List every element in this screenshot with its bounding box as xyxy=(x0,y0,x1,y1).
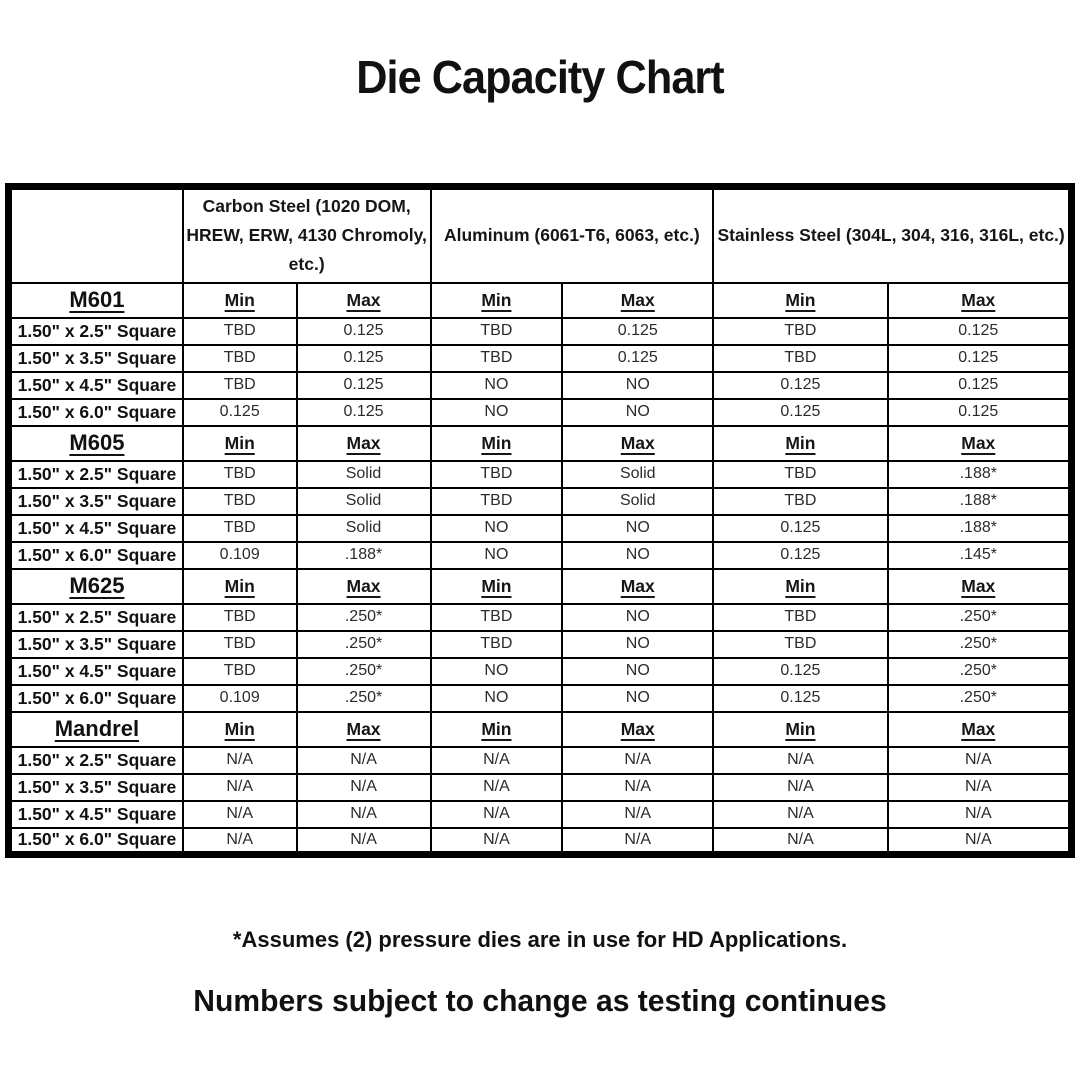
size-label: 1.50" x 4.5" Square xyxy=(9,515,183,542)
stainless-steel-max-value: .145* xyxy=(888,542,1072,569)
carbon-steel-min-header: Min xyxy=(183,712,297,747)
stainless-steel-max-value: .250* xyxy=(888,604,1072,631)
carbon-steel-min-value: TBD xyxy=(183,515,297,542)
aluminum-max-value: Solid xyxy=(562,488,713,515)
carbon-steel-max-value: 0.125 xyxy=(297,372,431,399)
stainless-steel-max-value: N/A xyxy=(888,747,1072,774)
aluminum-min-value: NO xyxy=(431,399,563,426)
stainless-steel-min-value: N/A xyxy=(713,828,887,855)
carbon-steel-max-value: N/A xyxy=(297,747,431,774)
aluminum-min-value: N/A xyxy=(431,828,563,855)
aluminum-min-value: NO xyxy=(431,658,563,685)
stainless-steel-min-value: TBD xyxy=(713,318,887,345)
aluminum-max-value: N/A xyxy=(562,801,713,828)
aluminum-max-value: NO xyxy=(562,604,713,631)
table-row xyxy=(9,461,1072,488)
table-body xyxy=(9,283,1072,855)
stainless-steel-max-header: Max xyxy=(888,283,1072,318)
section-name-mandrel: Mandrel xyxy=(9,712,183,747)
aluminum-min-value: TBD xyxy=(431,318,563,345)
aluminum-min-value: N/A xyxy=(431,747,563,774)
section-name-m625: M625 xyxy=(9,569,183,604)
stainless-steel-min-header: Min xyxy=(713,569,887,604)
aluminum-max-value: NO xyxy=(562,685,713,712)
carbon-steel-min-value: TBD xyxy=(183,372,297,399)
table-row xyxy=(9,685,1072,712)
aluminum-max-header: Max xyxy=(562,712,713,747)
capacity-table xyxy=(5,183,1075,858)
aluminum-max-header: Max xyxy=(562,569,713,604)
size-label: 1.50" x 4.5" Square xyxy=(9,801,183,828)
table-row xyxy=(9,801,1072,828)
size-label: 1.50" x 4.5" Square xyxy=(9,658,183,685)
size-label: 1.50" x 3.5" Square xyxy=(9,488,183,515)
size-label: 1.50" x 3.5" Square xyxy=(9,774,183,801)
aluminum-min-value: NO xyxy=(431,685,563,712)
size-label: 1.50" x 6.0" Square xyxy=(9,685,183,712)
table-row xyxy=(9,318,1072,345)
stainless-steel-max-value: .250* xyxy=(888,685,1072,712)
aluminum-min-value: TBD xyxy=(431,631,563,658)
stainless-steel-min-value: TBD xyxy=(713,631,887,658)
material-header-row xyxy=(9,187,1072,283)
carbon-steel-min-value: TBD xyxy=(183,631,297,658)
aluminum-min-value: NO xyxy=(431,372,563,399)
stainless-steel-min-value: N/A xyxy=(713,774,887,801)
stainless-steel-max-value: .188* xyxy=(888,515,1072,542)
aluminum-min-header: Min xyxy=(431,712,563,747)
carbon-steel-min-value: TBD xyxy=(183,488,297,515)
carbon-steel-min-value: N/A xyxy=(183,774,297,801)
stainless-steel-min-value: TBD xyxy=(713,461,887,488)
aluminum-max-value: NO xyxy=(562,542,713,569)
table-row xyxy=(9,828,1072,855)
carbon-steel-max-value: 0.125 xyxy=(297,399,431,426)
carbon-steel-min-value: TBD xyxy=(183,461,297,488)
carbon-steel-min-header: Min xyxy=(183,569,297,604)
table-row xyxy=(9,372,1072,399)
table-row xyxy=(9,515,1072,542)
aluminum-min-value: TBD xyxy=(431,488,563,515)
aluminum-max-value: NO xyxy=(562,658,713,685)
aluminum-max-value: NO xyxy=(562,515,713,542)
carbon-steel-min-value: TBD xyxy=(183,345,297,372)
stainless-steel-max-value: N/A xyxy=(888,828,1072,855)
size-label: 1.50" x 2.5" Square xyxy=(9,604,183,631)
table-row xyxy=(9,604,1072,631)
stainless-steel-min-header: Min xyxy=(713,426,887,461)
carbon-steel-max-value: .250* xyxy=(297,604,431,631)
carbon-steel-max-header: Max xyxy=(297,426,431,461)
aluminum-min-header: Min xyxy=(431,283,563,318)
section-header-row-m601 xyxy=(9,283,1072,318)
material-header-carbon-steel: Carbon Steel (1020 DOM, HREW, ERW, 4130 Chromoly, etc.) xyxy=(183,187,431,283)
aluminum-max-value: 0.125 xyxy=(562,318,713,345)
carbon-steel-min-value: N/A xyxy=(183,747,297,774)
stainless-steel-max-header: Max xyxy=(888,569,1072,604)
aluminum-max-value: N/A xyxy=(562,828,713,855)
page-title: Die Capacity Chart xyxy=(356,51,724,103)
carbon-steel-min-value: 0.109 xyxy=(183,685,297,712)
table-row xyxy=(9,658,1072,685)
table-row xyxy=(9,747,1072,774)
carbon-steel-max-value: N/A xyxy=(297,801,431,828)
stainless-steel-min-header: Min xyxy=(713,283,887,318)
carbon-steel-max-value: N/A xyxy=(297,828,431,855)
stainless-steel-min-header: Min xyxy=(713,712,887,747)
aluminum-min-header: Min xyxy=(431,569,563,604)
size-label: 1.50" x 6.0" Square xyxy=(9,399,183,426)
carbon-steel-max-value: Solid xyxy=(297,515,431,542)
section-header-row-m625 xyxy=(9,569,1072,604)
stainless-steel-min-value: TBD xyxy=(713,488,887,515)
table-row xyxy=(9,542,1072,569)
aluminum-min-value: N/A xyxy=(431,801,563,828)
section-name-m601: M601 xyxy=(9,283,183,318)
carbon-steel-max-value: Solid xyxy=(297,488,431,515)
material-header-stainless-steel: Stainless Steel (304L, 304, 316, 316L, etc.) xyxy=(713,187,1071,283)
corner-cell xyxy=(9,187,183,283)
size-label: 1.50" x 2.5" Square xyxy=(9,318,183,345)
carbon-steel-min-value: TBD xyxy=(183,318,297,345)
aluminum-max-value: NO xyxy=(562,372,713,399)
stainless-steel-max-value: N/A xyxy=(888,801,1072,828)
aluminum-min-value: NO xyxy=(431,542,563,569)
size-label: 1.50" x 6.0" Square xyxy=(9,828,183,855)
section-name-m605: M605 xyxy=(9,426,183,461)
aluminum-min-value: NO xyxy=(431,515,563,542)
carbon-steel-min-value: 0.125 xyxy=(183,399,297,426)
material-header-aluminum: Aluminum (6061-T6, 6063, etc.) xyxy=(431,187,714,283)
carbon-steel-min-header: Min xyxy=(183,426,297,461)
table-row xyxy=(9,774,1072,801)
aluminum-max-value: NO xyxy=(562,631,713,658)
stainless-steel-max-value: 0.125 xyxy=(888,372,1072,399)
stainless-steel-max-value: .250* xyxy=(888,658,1072,685)
size-label: 1.50" x 3.5" Square xyxy=(9,631,183,658)
stainless-steel-min-value: 0.125 xyxy=(713,515,887,542)
carbon-steel-min-value: N/A xyxy=(183,828,297,855)
carbon-steel-min-header: Min xyxy=(183,283,297,318)
carbon-steel-min-value: 0.109 xyxy=(183,542,297,569)
carbon-steel-min-value: TBD xyxy=(183,604,297,631)
stainless-steel-min-value: TBD xyxy=(713,604,887,631)
table-row xyxy=(9,631,1072,658)
stainless-steel-min-value: 0.125 xyxy=(713,372,887,399)
stainless-steel-max-value: .188* xyxy=(888,461,1072,488)
aluminum-max-value: Solid xyxy=(562,461,713,488)
stainless-steel-max-value: 0.125 xyxy=(888,318,1072,345)
aluminum-min-value: TBD xyxy=(431,461,563,488)
stainless-steel-max-value: N/A xyxy=(888,774,1072,801)
carbon-steel-max-value: .188* xyxy=(297,542,431,569)
stainless-steel-min-value: N/A xyxy=(713,801,887,828)
carbon-steel-max-value: N/A xyxy=(297,774,431,801)
table-row xyxy=(9,345,1072,372)
size-label: 1.50" x 2.5" Square xyxy=(9,461,183,488)
size-label: 1.50" x 2.5" Square xyxy=(9,747,183,774)
table-row xyxy=(9,488,1072,515)
carbon-steel-max-header: Max xyxy=(297,283,431,318)
carbon-steel-max-value: 0.125 xyxy=(297,318,431,345)
stainless-steel-min-value: 0.125 xyxy=(713,685,887,712)
stainless-steel-max-header: Max xyxy=(888,426,1072,461)
section-header-row-mandrel xyxy=(9,712,1072,747)
die-capacity-table xyxy=(5,183,1075,858)
aluminum-max-value: N/A xyxy=(562,774,713,801)
section-header-row-m605 xyxy=(9,426,1072,461)
carbon-steel-max-value: .250* xyxy=(297,685,431,712)
carbon-steel-max-value: Solid xyxy=(297,461,431,488)
aluminum-max-header: Max xyxy=(562,426,713,461)
size-label: 1.50" x 4.5" Square xyxy=(9,372,183,399)
disclaimer: Numbers subject to change as testing continues xyxy=(193,983,887,1018)
carbon-steel-max-value: 0.125 xyxy=(297,345,431,372)
carbon-steel-min-value: TBD xyxy=(183,658,297,685)
carbon-steel-max-header: Max xyxy=(297,712,431,747)
footnote: *Assumes (2) pressure dies are in use for HD Applications. xyxy=(232,927,848,952)
aluminum-max-header: Max xyxy=(562,283,713,318)
size-label: 1.50" x 3.5" Square xyxy=(9,345,183,372)
aluminum-max-value: NO xyxy=(562,399,713,426)
stainless-steel-min-value: 0.125 xyxy=(713,399,887,426)
stainless-steel-min-value: 0.125 xyxy=(713,658,887,685)
stainless-steel-max-header: Max xyxy=(888,712,1072,747)
carbon-steel-max-header: Max xyxy=(297,569,431,604)
carbon-steel-min-value: N/A xyxy=(183,801,297,828)
table-row xyxy=(9,399,1072,426)
stainless-steel-min-value: N/A xyxy=(713,747,887,774)
carbon-steel-max-value: .250* xyxy=(297,658,431,685)
stainless-steel-max-value: 0.125 xyxy=(888,399,1072,426)
size-label: 1.50" x 6.0" Square xyxy=(9,542,183,569)
aluminum-min-value: TBD xyxy=(431,345,563,372)
stainless-steel-min-value: 0.125 xyxy=(713,542,887,569)
aluminum-max-value: N/A xyxy=(562,747,713,774)
aluminum-min-value: TBD xyxy=(431,604,563,631)
carbon-steel-max-value: .250* xyxy=(297,631,431,658)
aluminum-min-header: Min xyxy=(431,426,563,461)
aluminum-max-value: 0.125 xyxy=(562,345,713,372)
stainless-steel-max-value: 0.125 xyxy=(888,345,1072,372)
stainless-steel-min-value: TBD xyxy=(713,345,887,372)
stainless-steel-max-value: .250* xyxy=(888,631,1072,658)
aluminum-min-value: N/A xyxy=(431,774,563,801)
stainless-steel-max-value: .188* xyxy=(888,488,1072,515)
